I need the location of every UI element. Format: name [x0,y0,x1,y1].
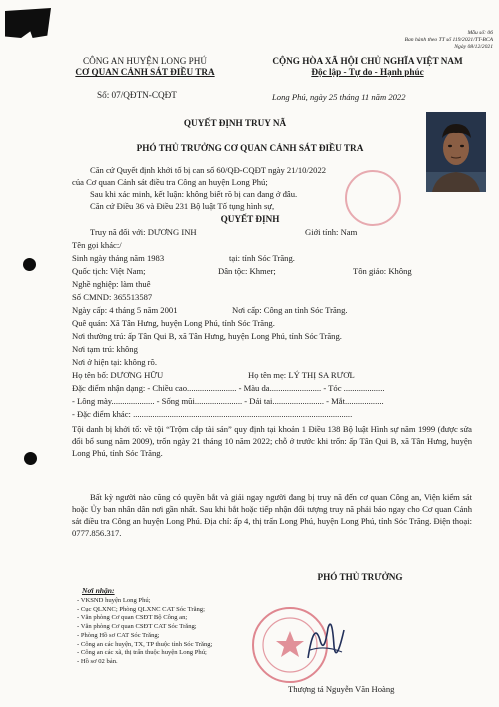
issue-place-date: Long Phú, ngày 25 tháng 11 năm 2022 [272,92,406,102]
redaction-mark [5,8,51,38]
recipient-item: - Công an các xã, thị trấn thuộc huyện Long Phú; [77,649,207,657]
id-issue-date: Ngày cấp: 4 tháng 5 năm 2001 [72,305,178,315]
features-line-1: Đặc điểm nhận dạng: - Chiều cao....................... - Màu da........................ - Tóc ................... [72,383,385,393]
permanent-residence: Nơi thường trú: ấp Tân Qui B, xã Tân Hưng, huyện Long Phú, tỉnh Sóc Trăng. [72,331,342,341]
religion: Tôn giáo: Không [353,266,412,276]
ethnicity: Dân tộc: Khmer; [218,266,276,276]
id-number: Số CMND: 365513587 [72,292,153,302]
mother-name: Họ tên mẹ: LÝ THỊ SA RƯƠL [248,370,355,380]
punch-hole [24,452,37,465]
agency-name: CÔNG AN HUYỆN LONG PHÚ [82,56,208,66]
id-issue-place: Nơi cấp: Công an tỉnh Sóc Trăng. [232,305,348,315]
recipients-list [77,597,212,667]
arrest-appeal-paragraph: Bất kỳ người nào cũng có quyền bắt và giải ngay người đang bị truy nã đến cơ quan Công an, Viện kiểm sát hoặc Ủy ban nhân dân nơi gần nhất. Sau khi bắt hoặc tiếp nhận đối tượng truy nã phải báo ngay cho Cơ quan Cảnh sát điều tra Công an huyện Long Phú. Địa chỉ: ấp 4, thị trấn Long Phú, huyện Long Phú, tỉnh Sóc Trăng. Điện thoại: 0777.856.317. [72,492,472,538]
recipient-item: - Văn phòng Cơ quan CSĐT CAT Sóc Trăng; [77,623,197,631]
recipient-item: - Văn phòng Cơ quan CSĐT Bộ Công an; [77,614,188,622]
features-line-2: - Lông mày.................... - Sống mũi...................... - Dái tai........................ - Mắt.................. [72,396,384,406]
punch-hole [23,258,36,271]
recipient-item: - VKSND huyện Long Phú; [77,597,151,604]
basis-line-3: Sau khi xác minh, kết luận: không biết rõ bị can đang ở đâu. [90,189,298,199]
basis-line-4: Căn cứ Điều 36 và Điều 231 Bộ luật Tố tụng hình sự, [90,201,275,211]
form-number: Mẫu số: 06 [467,30,493,36]
signature [300,610,350,670]
birth-place: tại: tỉnh Sóc Trăng. [229,253,295,263]
country-motto: Độc lập - Tự do - Hạnh phúc [311,67,424,77]
recipient-item: - Cục QLXNC; Phòng QLXNC CAT Sóc Trăng; [77,605,205,613]
features-line-3: - Đặc điểm khác: ...................................................................................................... [72,409,353,419]
issuing-authority: PHÓ THỦ TRƯỞNG CƠ QUAN CẢNH SÁT ĐIỀU TRA [136,143,364,153]
basis-line-1: Căn cứ Quyết định khởi tố bị can số 60/QĐ-CQĐT ngày 21/10/2022 [90,165,327,175]
official-stamp-small [345,170,401,226]
charge-paragraph: Tội danh bị khởi tố: về tội “Trộm cắp tài sản” quy định tại khoản 1 Điều 138 Bộ luật Hình sự năm 1999 (được sửa đổi bổ sung năm 2009), trốn ngày 21 tháng 10 năm 2022; chỗ ở trước khi trốn: ấp Tân Qui B, xã Tân Hưng, huyện Long Phú, tỉnh Sóc Trăng. [72,424,472,458]
basis-line-2: của Cơ quan Cảnh sát điều tra Công an huyện Long Phú; [72,177,268,187]
suspect-photo [426,112,486,192]
temporary-residence: Nơi tạm trú: không [72,344,138,354]
country-name: CỘNG HÒA XÃ HỘI CHỦ NGHĨA VIỆT NAM [272,56,463,66]
signer-name: Thượng tá Nguyễn Văn Hoàng [288,684,395,694]
form-date: Ngày 08/12/2021 [454,44,493,50]
current-residence: Nơi ở hiện tại: không rõ. [72,357,157,367]
gender: Giới tính: Nam [305,227,358,237]
birth-date: Sinh ngày tháng năm 1983 [72,253,165,263]
recipient-item: - Công an các huyện, TX, TP thuộc tỉnh Sóc Trăng; [77,640,213,648]
recipient-item: - Phòng Hồ sơ CAT Sóc Trăng; [77,631,160,639]
hometown: Quê quán: Xã Tân Hưng, huyện Long Phú, tỉnh Sóc Trăng. [72,318,275,328]
recipients-title: Nơi nhận: [82,586,115,595]
document-title: QUYẾT ĐỊNH TRUY NÃ [183,118,287,128]
occupation: Nghề nghiệp: làm thuê [72,279,151,289]
decision-number: Số: 07/QĐTN-CQĐT [97,90,177,100]
agency-division: CƠ QUAN CẢNH SÁT ĐIỀU TRA [75,67,215,77]
signer-title: PHÓ THỦ TRƯỞNG [317,572,403,582]
wanted-person: Truy nã đối với: DƯƠNG INH [90,227,197,237]
recipient-item: - Hồ sơ 02 bản. [77,657,118,665]
form-circular: Ban hành theo TT số 119/2021/TT-BCA [404,37,493,43]
father-name: Họ tên bố: DƯƠNG HỮU [72,370,164,380]
decision-heading: QUYẾT ĐỊNH [220,214,280,224]
alias: Tên gọi khác:/ [72,240,122,250]
nationality: Quốc tịch: Việt Nam; [72,266,146,276]
